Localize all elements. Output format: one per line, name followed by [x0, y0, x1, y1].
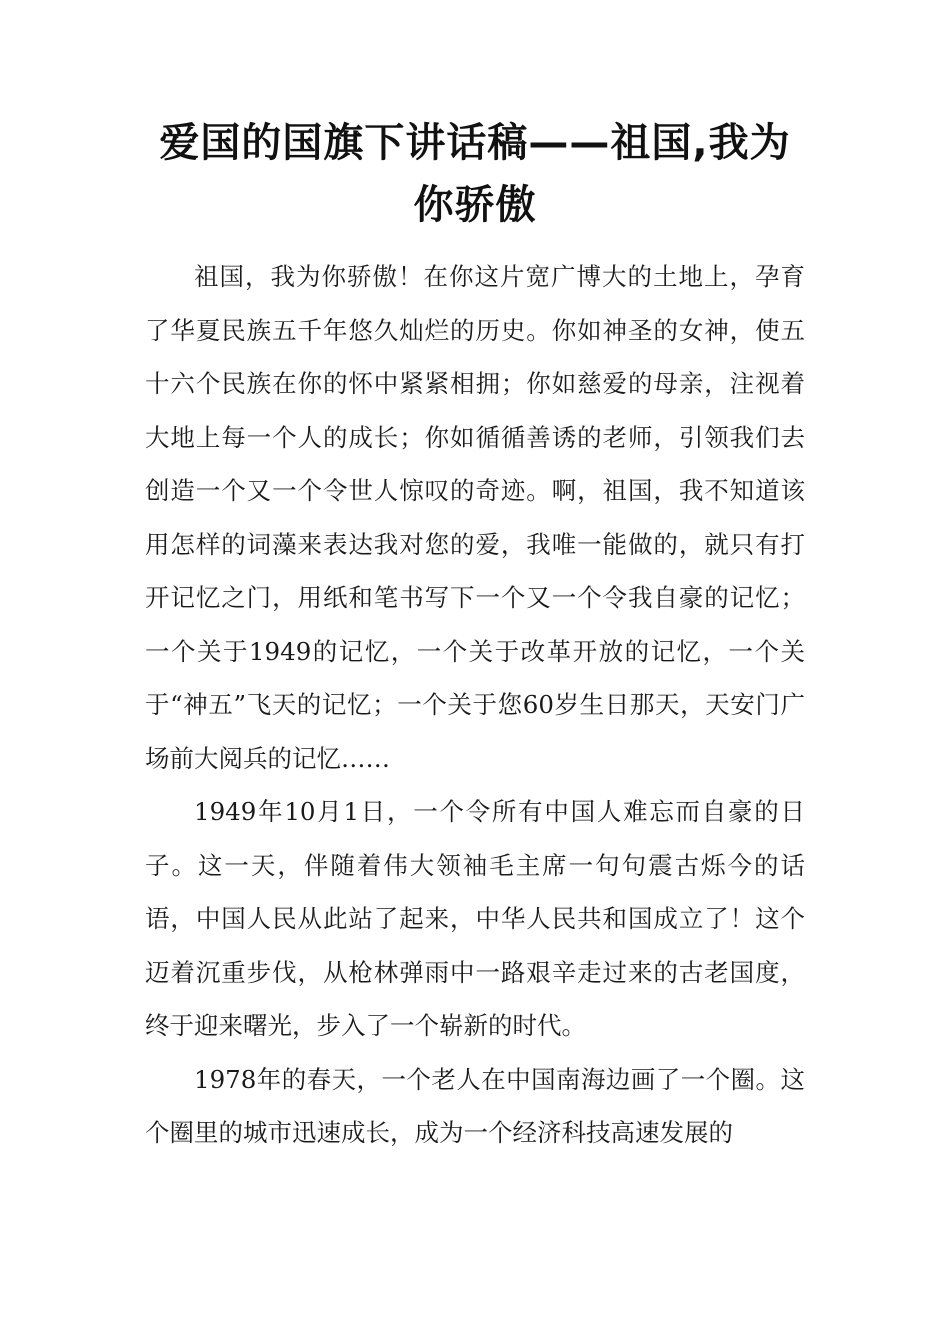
paragraph-1949: 1949年10月1日，一个令所有中国人难忘而自豪的日子。这一天，伴随着伟大领袖毛主席一句句震古烁今的话语，中国人民从此站了起来，中华人民共和国成立了！这个迈着沉重步伐，从枪林弹雨中一路艰辛走过来的古老国度，终于迎来曙光，步入了一个崭新的时代。 — [145, 797, 805, 1040]
document-title: 爱国的国旗下讲话稿——祖国,我为你骄傲 — [159, 120, 791, 228]
paragraph-1978: 1978年的春天，一个老人在中国南海边画了一个圈。这个圈里的城市迅速成长，成为一个经济科技高速发展的 — [145, 1064, 805, 1147]
document-body — [145, 250, 805, 1160]
paragraph-intro: 祖国，我为你骄傲！在你这片宽广博大的土地上，孕育了华夏民族五千年悠久灿烂的历史。你如神圣的女神，使五十六个民族在你的怀中紧紧相拥；你如慈爱的母亲，注视着大地上每一个人的成长；你如循循善诱的老师，引领我们去创造一个又一个令世人惊叹的奇迹。啊，祖国，我不知道该用怎样的词藻来表达我对您的爱，我唯一能做的，就只有打开记忆之门，用纸和笔书写下一个又一个令我自豪的记忆；一个关于1949的记忆，一个关于改革开放的记忆，一个关于“神五”飞天的记忆；一个关于您60岁生日那天，天安门广场前大阅兵的记忆…… — [145, 262, 805, 773]
